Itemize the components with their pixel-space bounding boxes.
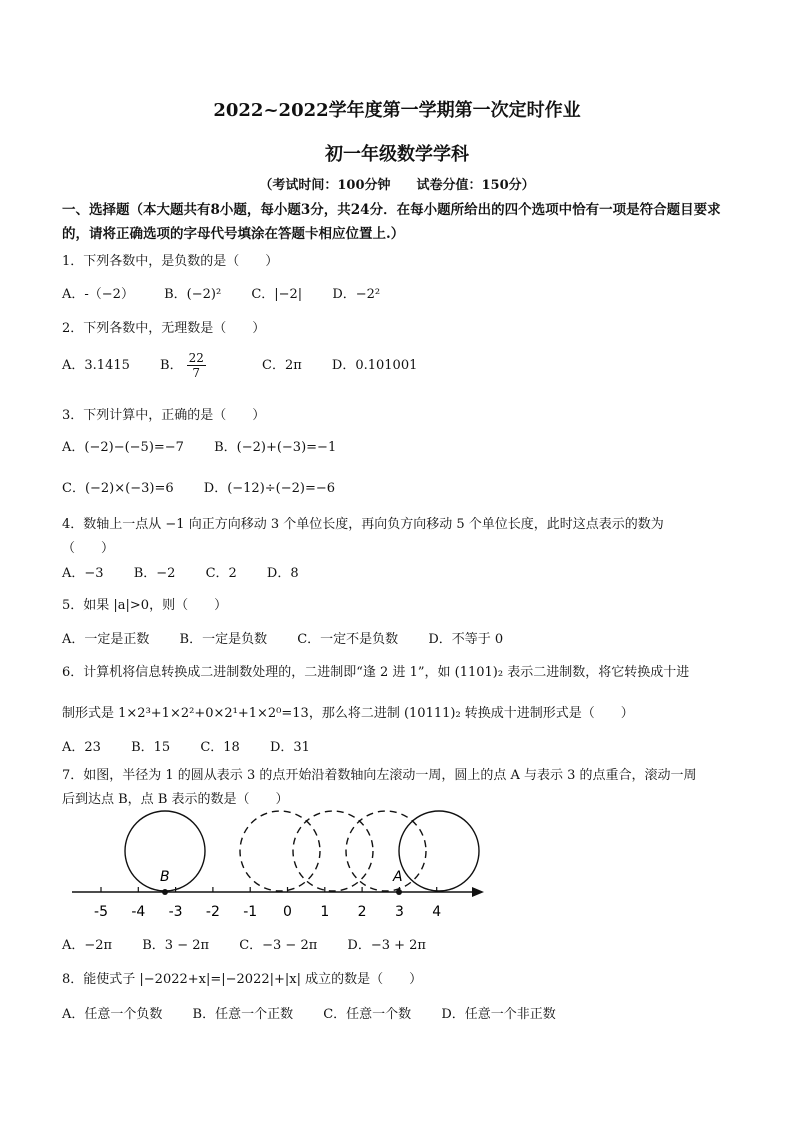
- point-a-dot: [396, 889, 402, 895]
- number-line-figure: [60, 808, 490, 930]
- question-1-stem: 1．下列各数中，是负数的是（ ）: [62, 254, 279, 269]
- q2-option-d[interactable]: D．0.101001: [331, 358, 418, 373]
- fraction-denominator: 7: [192, 366, 201, 380]
- rolling-circle-1: [240, 811, 320, 891]
- q1-option-d[interactable]: D．−2²: [332, 287, 381, 302]
- axis-tick-label: -4: [131, 904, 146, 920]
- exam-meta: （考试时间：100分钟 试卷分值：150分）: [259, 178, 535, 193]
- q5-option-a[interactable]: A．一定是正数: [62, 632, 150, 647]
- end-circle-at-a: [399, 811, 479, 891]
- fraction-numerator: 22: [188, 351, 204, 365]
- q5-option-b[interactable]: B．一定是负数: [179, 632, 268, 647]
- q8-option-d[interactable]: D．任意一个非正数: [441, 1007, 556, 1022]
- question-1-options: [62, 283, 406, 302]
- q6-option-c[interactable]: C．18: [200, 740, 240, 755]
- q4-option-b[interactable]: B．−2: [133, 566, 176, 581]
- q8-option-b[interactable]: B．任意一个正数: [192, 1007, 294, 1022]
- q7-option-b[interactable]: B．3 − 2π: [142, 938, 210, 953]
- q2-option-c[interactable]: C．2π: [262, 358, 302, 373]
- page-title: 2022~2022学年度第一学期第一次定时作业: [213, 100, 581, 121]
- question-8-options: [62, 1003, 582, 1022]
- axis-tick-label: -5: [94, 904, 108, 920]
- axis-tick-label: 0: [283, 904, 292, 920]
- question-7-options: [62, 934, 452, 953]
- q1-option-c[interactable]: C．|−2|: [251, 287, 303, 302]
- q7-option-c[interactable]: C．−3 − 2π: [239, 938, 318, 953]
- q1-option-a[interactable]: A．-（−2）: [62, 287, 134, 302]
- question-2-options: [62, 351, 443, 380]
- question-3-stem: 3．下列计算中，正确的是（ ）: [62, 408, 266, 423]
- question-5-stem: 5．如果 |a|>0，则（ ）: [62, 598, 228, 613]
- axis-tick-label: 1: [320, 904, 330, 920]
- q3-option-a[interactable]: A．(−2)−(−5)=−7: [62, 440, 184, 455]
- q4-option-d[interactable]: D．8: [266, 566, 299, 581]
- q2-option-a[interactable]: A．3.1415: [62, 358, 130, 373]
- question-4-stem: 4．数轴上一点从 −1 向正方向移动 3 个单位长度，再向负方向移动 5 个单位长度，此时这点表示的数为: [62, 517, 664, 532]
- q7-option-d[interactable]: D．−3 + 2π: [347, 938, 426, 953]
- rolling-circle-2: [293, 811, 373, 891]
- q2-fraction: [187, 351, 232, 380]
- q2-option-b-label: B．: [160, 358, 183, 373]
- subject-title: 初一年级数学学科: [325, 144, 469, 165]
- q8-option-c[interactable]: C．任意一个数: [323, 1007, 412, 1022]
- question-3-options-row2: [62, 477, 361, 496]
- question-3-options-row1: [62, 436, 362, 455]
- question-8-stem: 8．能使式子 |−2022+x|=|−2022|+|x| 成立的数是（ ）: [62, 972, 423, 987]
- q6-option-a[interactable]: A．23: [62, 740, 101, 755]
- question-6-options: [62, 736, 336, 755]
- question-6-stem: 6．计算机将信息转换成二进制数处理的，二进制即“逢 2 进 1”，如 (1101)₂ 表示二进制数，将它转换成十进: [62, 665, 690, 680]
- question-4-stem-cont: （ ）: [62, 541, 115, 556]
- section-heading: 一、选择题（本大题共有8小题，每小题3分，共24分．在每小题所给出的四个选项中恰有一项是符合题目要求的，请将正确选项的字母代号填涂在答题卡相应位置上.）: [62, 202, 721, 242]
- q8-option-a[interactable]: A．任意一个负数: [62, 1007, 163, 1022]
- q3-option-b[interactable]: B．(−2)+(−3)=−1: [214, 440, 337, 455]
- axis-tick-label: 3: [394, 904, 404, 920]
- q4-option-c[interactable]: C．2: [205, 566, 237, 581]
- question-7-stem-cont: 后到达点 B，点 B 表示的数是（ ）: [62, 792, 289, 807]
- q1-option-b[interactable]: B．(−2)²: [164, 287, 222, 302]
- point-a-label: A: [393, 869, 403, 885]
- q5-option-c[interactable]: C．一定不是负数: [297, 632, 399, 647]
- axis-tick-label: 4: [432, 904, 442, 920]
- q7-option-a[interactable]: A．−2π: [62, 938, 113, 953]
- q6-option-b[interactable]: B．15: [131, 740, 171, 755]
- point-b-label: B: [160, 869, 170, 885]
- question-2-stem: 2．下列各数中，无理数是（ ）: [62, 321, 266, 336]
- q5-option-d[interactable]: D．不等于 0: [428, 632, 504, 647]
- question-5-options: [62, 628, 529, 647]
- question-7-stem: 7．如图，半径为 1 的圆从表示 3 的点开始沿着数轴向左滚动一周，圆上的点 A 与表示 3 的点重合，滚动一周: [62, 768, 697, 783]
- q3-option-c[interactable]: C．(−2)×(−3)=6: [62, 481, 174, 496]
- axis-arrow-icon: [472, 887, 484, 897]
- q6-option-d[interactable]: D．31: [269, 740, 310, 755]
- q3-option-d[interactable]: D．(−12)÷(−2)=−6: [203, 481, 336, 496]
- rolling-circle-3: [346, 811, 426, 891]
- question-6-stem-cont: 制形式是 1×2³+1×2²+0×2¹+1×2⁰=13，那么将二进制 (10111)₂ 转换成十进制形式是（ ）: [62, 706, 634, 721]
- q4-option-a[interactable]: A．−3: [62, 566, 104, 581]
- axis-tick-label: -1: [243, 904, 258, 920]
- point-b-dot: [162, 889, 168, 895]
- axis-tick-label: -2: [205, 904, 220, 920]
- axis-tick-label: 2: [357, 904, 367, 920]
- question-4-options: [62, 562, 325, 581]
- q2-option-b[interactable]: [160, 351, 232, 380]
- axis-tick-label: -3: [168, 904, 183, 920]
